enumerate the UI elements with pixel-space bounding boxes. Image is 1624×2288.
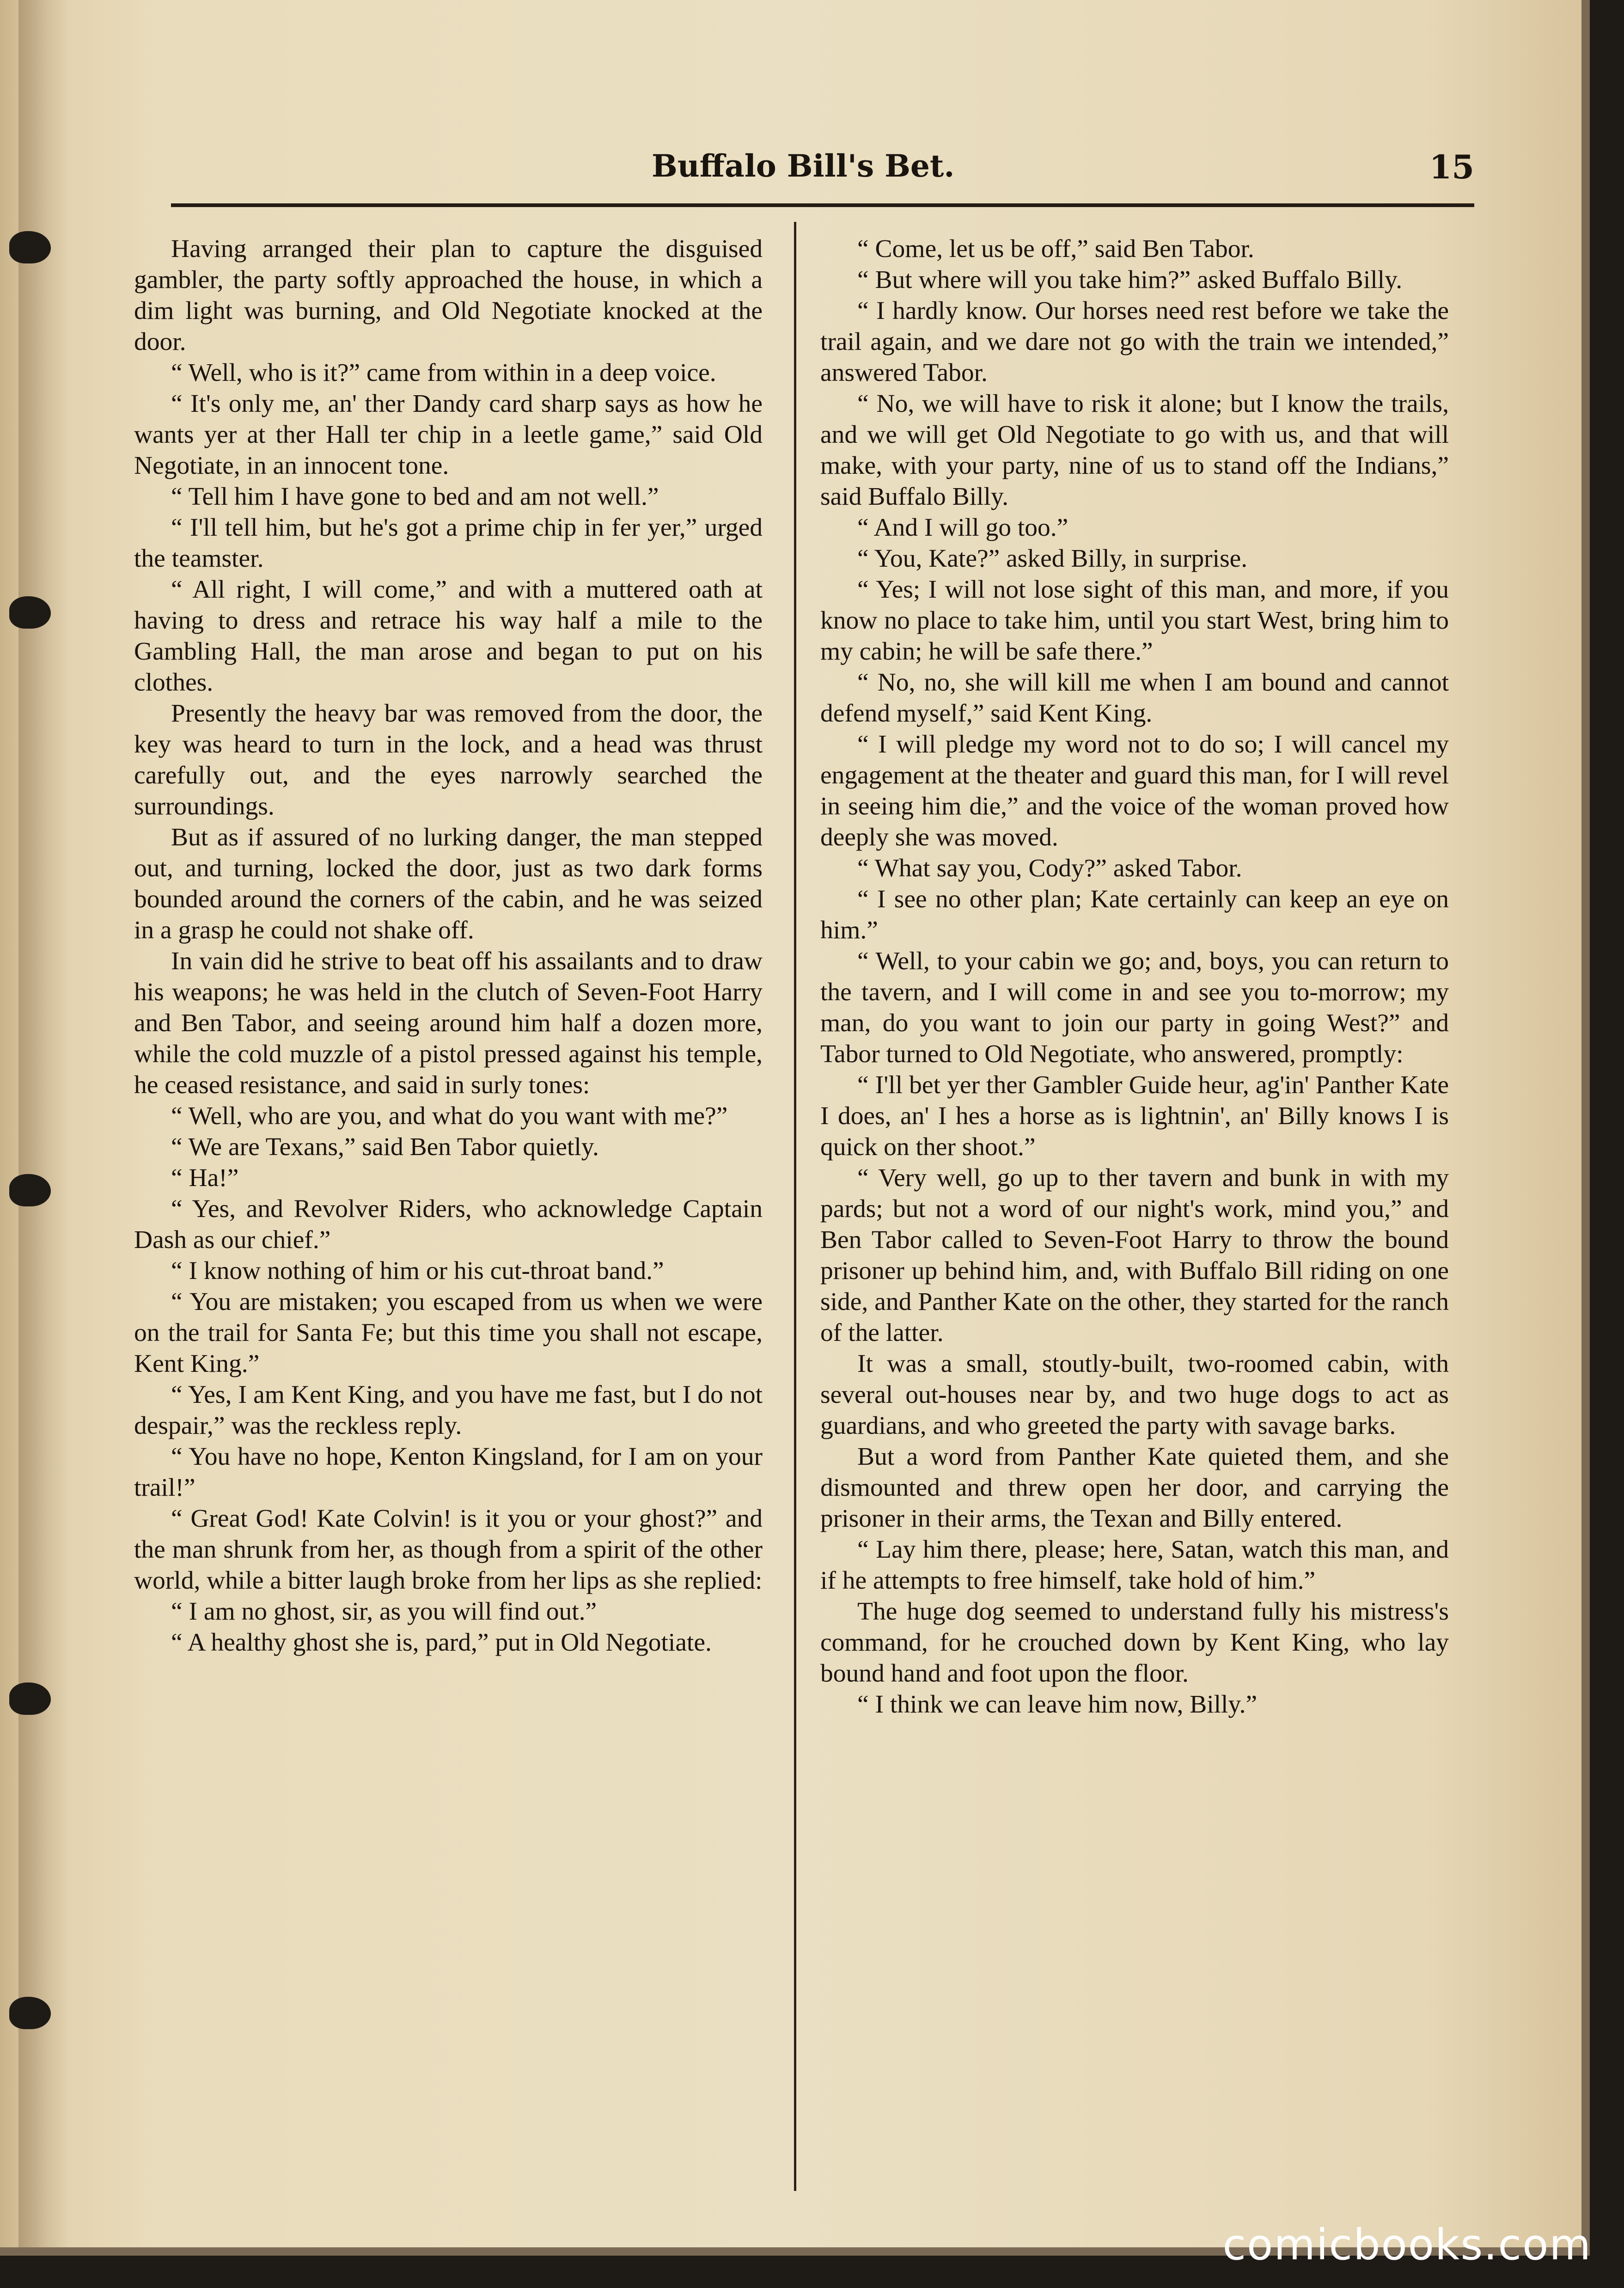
paragraph: But a word from Panther Kate quieted them, and she dismounted and threw open her door, and carrying the prisoner in their arms, the Texan and Billy entered. [820,1443,1449,1533]
paragraph: But as if assured of no lurking danger, the man stepped out, and turning, locked the door, just as two dark forms bounded around the corners of the cabin, and he was seized in a grasp he could not shake off. [134,823,763,944]
paragraph: “ But where will you take him?” asked Buffalo Billy. [857,266,1403,294]
paragraph: “ No, we will have to risk it alone; but I know the trails, and we will get Old Negotiate to go with us, and that will make, with your party, nine of us to stand off the Indians,” said Buffalo Billy. [820,390,1449,511]
paragraph: “ And I will go too.” [857,514,1068,542]
binding-hole [9,1682,51,1715]
paragraph: “ I'll bet yer ther Gambler Guide heur, ag'in' Panther Kate I does, an' I hes a horse as is lightnin', an' Billy knows I is quick on ther shoot.” [820,1071,1449,1161]
paragraph: “ No, no, she will kill me when I am bound and cannot defend myself,” said Kent King. [820,668,1449,728]
paragraph: “ You have no hope, Kenton Kingsland, for I am on your trail!” [134,1443,763,1502]
paragraph: “ I'll tell him, but he's got a prime chip in fer yer,” urged the teamster. [134,514,763,573]
page-number: 15 [1429,148,1474,186]
paragraph: “ I hardly know. Our horses need rest before we take the trail again, and we dare not go with the train we intended,” answered Tabor. [820,297,1449,387]
binding-hole [9,596,51,629]
paragraph: Presently the heavy bar was removed from the door, the key was heard to turn in the lock, and a head was thrust carefully out, and the eyes narrowly searched the surroundings. [134,699,763,820]
paragraph: “ You are mistaken; you escaped from us when we were on the trail for Santa Fe; but this time you shall not escape, Kent King.” [134,1288,763,1378]
paragraph: Having arranged their plan to capture the disguised gambler, the party softly approached the house, in which a dim light was burning, and Old Negotiate knocked at the door. [134,235,763,356]
paragraph: “ I see no other plan; Kate certainly can keep an eye on him.” [820,885,1449,944]
paragraph: “ Come, let us be off,” said Ben Tabor. [857,235,1254,263]
paragraph: “ I will pledge my word not to do so; I will cancel my engagement at the theater and guard this man, for I will revel in seeing him die,” and the voice of the woman proved how deeply she was moved. [820,730,1449,851]
paragraph: “ It's only me, an' ther Dandy card sharp says as how he wants yer at ther Hall ter chip in a leetle game,” said Old Negotiate, in an innocent tone. [134,390,763,480]
running-title: Buffalo Bill's Bet. [652,148,955,184]
paragraph: “ I know nothing of him or his cut-throat band.” [171,1257,664,1285]
paragraph: “ Yes, and Revolver Riders, who acknowledge Captain Dash as our chief.” [134,1195,763,1254]
paragraph: “ A healthy ghost she is, pard,” put in Old Negotiate. [171,1628,712,1657]
right-column [820,233,1449,1720]
paragraph: “ Well, to your cabin we go; and, boys, you can return to the tavern, and I will come in and see you to-morrow; my man, do you want to join our party in going West?” and Tabor turned to Old Negotiate, who answered, promptly: [820,947,1449,1068]
page-binding-shadow [18,0,69,2247]
header-rule [171,203,1474,207]
paragraph: “ All right, I will come,” and with a muttered oath at having to dress and retrace his way half a mile to the Gambling Hall, the man arose and began to put on his clothes. [134,575,763,697]
paragraph: “ You, Kate?” asked Billy, in surprise. [857,544,1248,573]
binding-hole [9,1997,51,2029]
paragraph: It was a small, stoutly-built, two-roomed cabin, with several out-houses near by, and two huge dogs to act as guardians, and who greeted the party with savage barks. [820,1350,1449,1440]
paragraph: “ Lay him there, please; here, Satan, watch this man, and if he attempts to free himself, take hold of him.” [820,1536,1449,1595]
running-header [171,148,1474,199]
paragraph: “ Yes; I will not lose sight of this man, and more, if you know no place to take him, until you start West, bring him to my cabin; he will be safe there.” [820,575,1449,666]
paragraph: “ Ha!” [171,1164,239,1192]
paragraph: “ What say you, Cody?” asked Tabor. [857,854,1242,882]
binding-hole [9,1174,51,1206]
column-divider [794,222,796,2191]
paragraph: “ Very well, go up to ther tavern and bunk in with my pards; but not a word of our night's work, mind you,” and Ben Tabor called to Seven-Foot Harry to throw the bound prisoner up behind him, and, with Buffalo Bill riding on one side, and Panther Kate on the other, they started for the ranch of the latter. [820,1164,1449,1347]
left-column [134,233,763,1658]
paragraph: The huge dog seemed to understand fully his mistress's command, for he crouched down by Kent King, who lay bound hand and foot upon the floor. [820,1597,1449,1688]
paragraph: “ Well, who are you, and what do you want with me?” [171,1102,728,1130]
paragraph: “ We are Texans,” said Ben Tabor quietly. [171,1133,599,1161]
watermark-text: comicbooks.com [1222,2220,1592,2270]
paragraph: “ Great God! Kate Colvin! is it you or your ghost?” and the man shrunk from her, as though from a spirit of the other world, while a bitter laugh broke from her lips as she replied: [134,1505,763,1595]
paragraph: “ Yes, I am Kent King, and you have me fast, but I do not despair,” was the reckless reply. [134,1381,763,1440]
paragraph: “ Well, who is it?” came from within in a deep voice. [171,359,716,387]
paragraph: “ I am no ghost, sir, as you will find out.” [171,1597,597,1626]
binding-hole [9,231,51,263]
paragraph: In vain did he strive to beat off his assailants and to draw his weapons; he was held in the clutch of Seven-Foot Harry and Ben Tabor, and seeing around him half a dozen more, while the cold muzzle of a pistol pressed against his temple, he ceased resistance, and said in surly tones: [134,947,763,1099]
paragraph: “ Tell him I have gone to bed and am not well.” [171,483,659,511]
paragraph: “ I think we can leave him now, Billy.” [857,1690,1258,1719]
